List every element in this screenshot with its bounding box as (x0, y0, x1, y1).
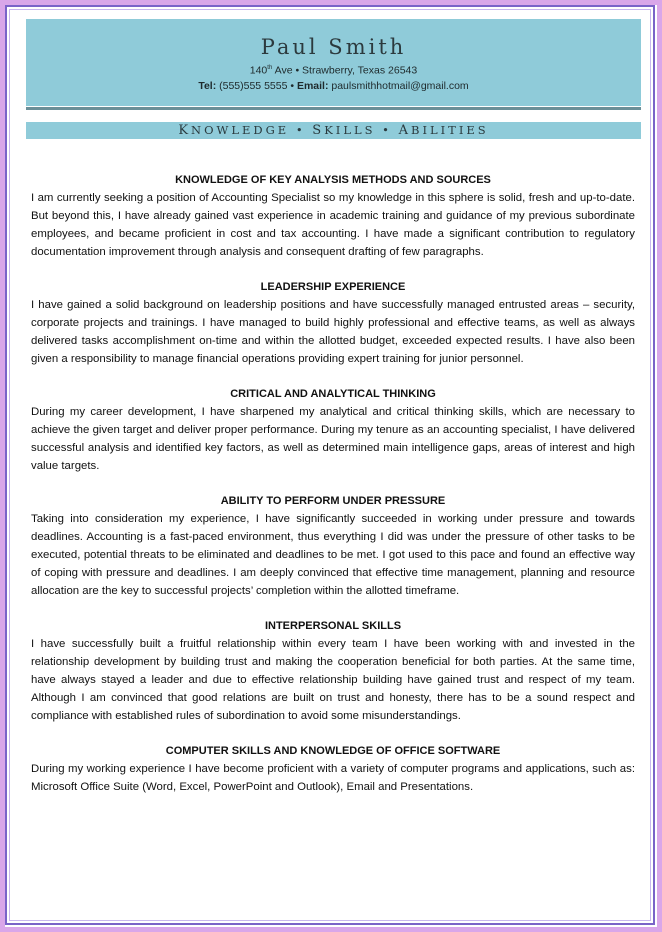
candidate-contact (26, 78, 641, 94)
section-title: ABILITY TO PERFORM UNDER PRESSURE (220, 495, 446, 507)
section-knowledge (31, 171, 635, 261)
email-label: Email: (296, 79, 329, 92)
candidate-name: Paul Smith (260, 35, 407, 59)
banner-sep-2: • (375, 123, 399, 137)
section-body: I have gained a solid background on leadership positions and have successfully managed entrusted areas – security, corporate projects and trainings. I have managed to build highly professional and effective teams, as well as always delivered tasks accomplishment on-time and within the allotted budget, exceeded expected results. I have also been given a responsibility to manage financial operations providing expert training for junior personnel. (31, 299, 635, 365)
banner-sep-1: • (289, 123, 313, 137)
section-body: During my career development, I have sharpened my analytical and critical thinking skills, which are necessary to achieve the given target and deliver proper performance. During my tenure as an accounting specialist, I have delivered successful analysis and identified key factors, as well as determined main intelligence gaps, areas of interest and high value targets. (31, 406, 635, 472)
section-leadership (31, 278, 635, 368)
banner-w2-initial: S (312, 123, 325, 138)
section-computer-skills (31, 742, 635, 796)
address-street-city: Ave • Strawberry, Texas 26543 (272, 64, 418, 77)
header-divider (26, 107, 641, 110)
section-title: COMPUTER SKILLS AND KNOWLEDGE OF OFFICE SOFTWARE (165, 745, 501, 757)
section-title: LEADERSHIP EXPERIENCE (260, 281, 406, 293)
banner-w3-rest: BILITIES (411, 123, 489, 137)
candidate-address (26, 61, 641, 78)
address-number: 140 (249, 64, 268, 77)
tel-value: (555)555 5555 • (216, 79, 297, 92)
section-banner (26, 122, 641, 139)
tel-label: Tel: (198, 79, 217, 92)
banner-w2-rest: KILLS (324, 123, 376, 137)
section-title: KNOWLEDGE OF KEY ANALYSIS METHODS AND SOURCES (175, 174, 491, 186)
section-body: Taking into consideration my experience, I have significantly succeeded in working under pressure and towards deadlines. Accounting is a fast-paced environment, thus everything I did was under the pressure of other tasks to be executed, potential threats to be eliminated and deadlines to be met. I got used to this pace and found an effective way of coping with pressure and deadlines. I am deeply convinced that effective time management, planning and resource allocation are the key to successful projects’ completion within the allotted timeframe. (31, 513, 635, 597)
address-suffix: th (267, 65, 273, 71)
banner-w1-rest: NOWLEDGE (191, 123, 290, 137)
banner-w3-initial: A (398, 123, 411, 138)
email-value: paulsmithhotmail@gmail.com (328, 79, 469, 92)
section-title: CRITICAL AND ANALYTICAL THINKING (230, 388, 436, 400)
resume-header (26, 19, 641, 106)
banner-w1-initial: K (178, 123, 192, 138)
section-body: I am currently seeking a position of Accounting Specialist so my knowledge in this sphere is solid, fresh and up-to-date. But beyond this, I have already gained vast experience in academic training and guidance of my previous subordinate employees, and became proficient in cost and tax accounting. I have made a significant contribution to regulatory documentation improvement through analysis and consequent drafting of few paragraphs. (31, 192, 635, 258)
section-body: During my working experience I have become proficient with a variety of computer programs and applications, such as: Microsoft Office Suite (Word, Excel, PowerPoint and Outlook), Email and Presentations. (31, 763, 635, 793)
section-critical-thinking (31, 385, 635, 475)
section-pressure (31, 492, 635, 600)
section-interpersonal (31, 617, 635, 725)
resume-content (31, 171, 635, 796)
section-body: I have successfully built a fruitful relationship within every team I have been working with and invested in the relationship development by building trust and making the cooperation beneficial for both parties. At the same time, have always stayed a leader and due to effective relationship building have gained trust and respect of my team. Although I am convinced that good relations are built on trust and honesty, there has to be a sound respect and compliance with established rules of subordination to avoid some misunderstandings. (31, 638, 635, 722)
section-title: INTERPERSONAL SKILLS (264, 620, 402, 632)
